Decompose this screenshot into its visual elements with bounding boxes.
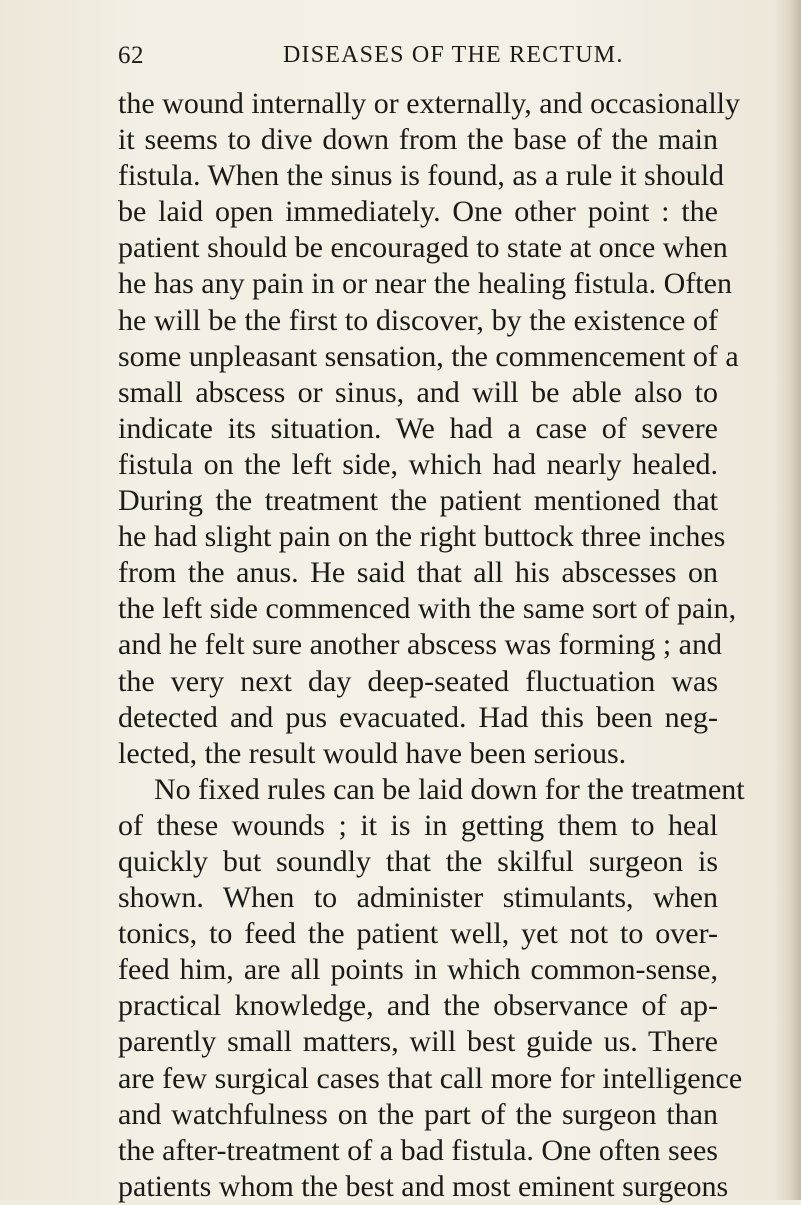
page-edge-shadow	[775, 0, 801, 1200]
paragraph-1	[118, 86, 741, 772]
page-number: 62	[118, 42, 144, 69]
text-line: he has any pain in or near the healing fistula. Often	[118, 267, 732, 301]
text-line: it seems to dive down from the base of the main	[118, 123, 718, 157]
text-line: and watchfulness on the part of the surgeon than	[118, 1097, 718, 1131]
paragraph-2	[118, 772, 745, 1205]
text-line: small abscess or sinus, and will be able also to	[118, 375, 718, 409]
text-line: the left side commenced with the same sort of pain,	[118, 592, 737, 626]
running-header	[118, 42, 718, 76]
text-line: the wound internally or externally, and occasionally	[118, 87, 741, 120]
text-line: be laid open immediately. One other point : the	[118, 195, 718, 229]
text-line: he had slight pain on the right buttock three inches	[118, 520, 726, 554]
text-line: feed him, are all points in which common-sense,	[118, 953, 718, 987]
text-line: he will be the first to discover, by the existence of	[118, 303, 718, 337]
text-line: patients whom the best and most eminent surgeons	[118, 1169, 729, 1203]
text-line: the after-treatment of a bad fistula. One often sees	[118, 1133, 718, 1167]
text-line: indicate its situation. We had a case of severe	[118, 411, 718, 445]
text-line: and he felt sure another abscess was forming ; and	[118, 628, 722, 662]
text-line: from the anus. He said that all his abscesses on	[118, 556, 718, 590]
text-line: During the treatment the patient mentioned that	[118, 484, 718, 518]
text-line: fistula on the left side, which had nearly healed.	[118, 447, 718, 481]
text-line: the very next day deep-seated fluctuation was	[118, 664, 718, 698]
text-line: practical knowledge, and the observance of ap-	[118, 989, 718, 1023]
text-line: of these wounds ; it is in getting them to heal	[118, 808, 718, 842]
text-line: parently small matters, will best guide us. There	[118, 1025, 718, 1059]
text-line: quickly but soundly that the skilful surgeon is	[118, 844, 718, 878]
text-line: patient should be encouraged to state at once when	[118, 231, 728, 265]
text-line: No fixed rules can be laid down for the treatment	[154, 772, 745, 806]
text-line: shown. When to administer stimulants, when	[118, 881, 718, 915]
running-title: DISEASES OF THE RECTUM.	[283, 42, 624, 68]
text-line: tonics, to feed the patient well, yet not to over-	[118, 917, 718, 951]
text-line: are few surgical cases that call more for intelligence	[118, 1061, 743, 1095]
text-line: some unpleasant sensation, the commencement of a	[118, 339, 739, 373]
body-text	[118, 86, 745, 1205]
text-line: fistula. When the sinus is found, as a rule it should	[118, 159, 725, 193]
text-line: lected, the result would have been serious.	[118, 736, 627, 770]
text-line: detected and pus evacuated. Had this been neg-	[118, 700, 718, 734]
